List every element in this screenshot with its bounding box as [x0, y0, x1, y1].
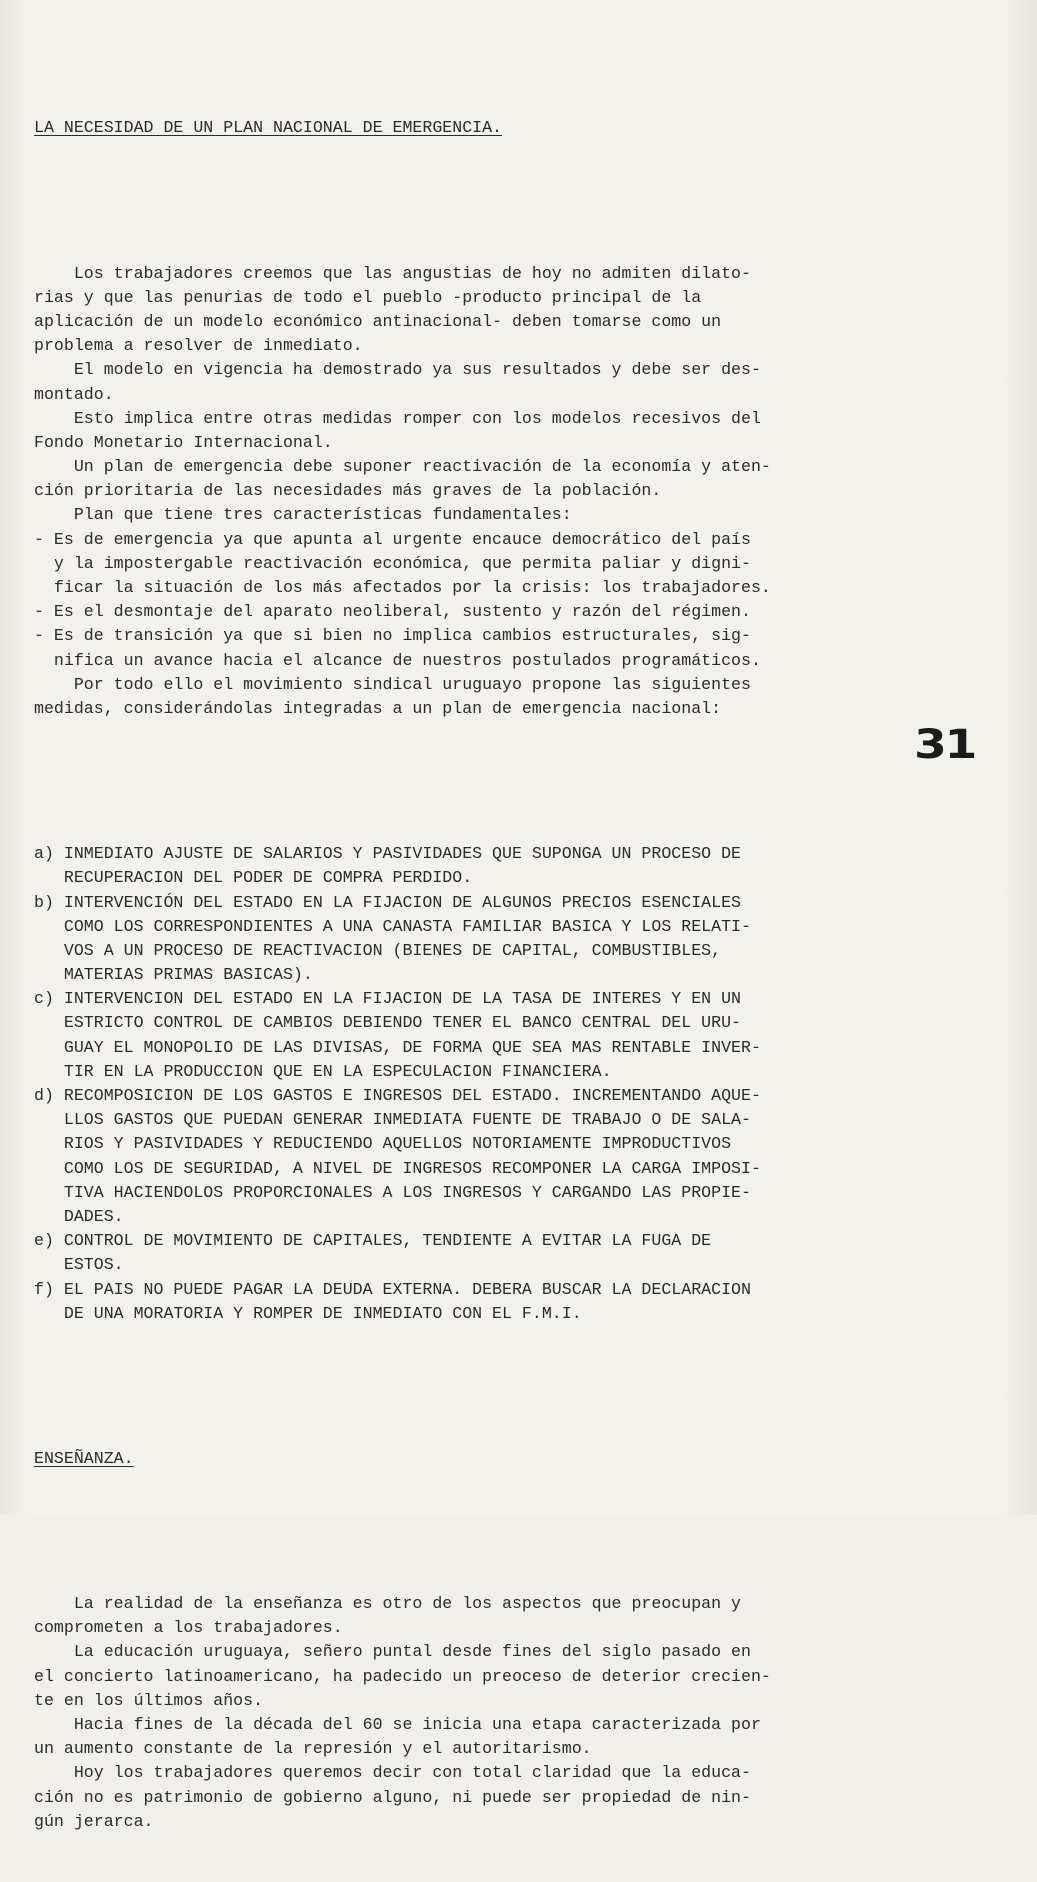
text-line: - Es de transición ya que si bien no implica cambios estructurales, sig- — [34, 626, 751, 646]
measure-line: d) RECOMPOSICION DE LOS GASTOS E INGRESOS DEL ESTADO. INCREMENTANDO AQUE- — [34, 1086, 761, 1106]
text-line: Hacia fines de la década del 60 se inicia una etapa caracterizada por — [34, 1715, 761, 1735]
text-line: comprometen a los trabajadores. — [34, 1618, 343, 1638]
measure-line: TIVA HACIENDOLOS PROPORCIONALES A LOS INGRESOS Y CARGANDO LAS PROPIE- — [34, 1182, 751, 1202]
measure-line: RIOS Y PASIVIDADES Y REDUCIENDO AQUELLOS NOTORIAMENTE IMPRODUCTIVOS — [34, 1134, 732, 1154]
section-heading-education: ENSEÑANZA. — [34, 1448, 134, 1468]
measure-line: MATERIAS PRIMAS BASICAS). — [34, 965, 313, 985]
text-line: La educación uruguaya, señero puntal desde fines del siglo pasado en — [34, 1642, 751, 1662]
document-body — [34, 68, 934, 1882]
text-line: nifica un avance hacia el alcance de nuestros postulados programáticos. — [34, 650, 761, 670]
text-line: gún jerarca. — [34, 1811, 154, 1831]
measure-line: VOS A UN PROCESO DE REACTIVACION (BIENES DE CAPITAL, COMBUSTIBLES, — [34, 940, 722, 960]
text-line: Por todo ello el movimiento sindical uruguayo propone las siguientes — [34, 674, 751, 694]
measure-line: RECUPERACION DEL PODER DE COMPRA PERDIDO. — [34, 868, 473, 888]
measure-line: DADES. — [34, 1206, 124, 1226]
text-line: Los trabajadores creemos que las angustias de hoy no admiten dilato- — [34, 263, 751, 283]
measure-line: c) INTERVENCION DEL ESTADO EN LA FIJACION DE LA TASA DE INTERES Y EN UN — [34, 989, 742, 1009]
measure-line: e) CONTROL DE MOVIMIENTO DE CAPITALES, TENDIENTE A EVITAR LA FUGA DE — [34, 1231, 712, 1251]
text-line: aplicación de un modelo económico antinacional- deben tomarse como un — [34, 311, 722, 331]
measure-line: DE UNA MORATORIA Y ROMPER DE INMEDIATO CON EL F.M.I. — [34, 1303, 582, 1323]
text-line: Fondo Monetario Internacional. — [34, 432, 333, 452]
spacer — [34, 189, 934, 213]
text-line: Un plan de emergencia debe suponer reactivación de la economía y aten- — [34, 457, 771, 477]
text-line: Plan que tiene tres características fundamentales: — [34, 505, 572, 525]
text-line: el concierto latinoamericano, ha padecido un preoceso de deterior crecien- — [34, 1666, 771, 1686]
text-line: problema a resolver de inmediato. — [34, 336, 363, 356]
section2-paragraphs — [34, 1592, 934, 1834]
spacer — [34, 770, 934, 794]
section-heading-emergency-plan: LA NECESIDAD DE UN PLAN NACIONAL DE EMERGENCIA. — [34, 118, 503, 138]
text-line: ficar la situación de los más afectados por la crisis: los trabajadores. — [34, 578, 771, 598]
measure-line: COMO LOS CORRESPONDIENTES A UNA CANASTA FAMILIAR BASICA Y LOS RELATI- — [34, 916, 751, 936]
page-number: 31 — [914, 722, 975, 768]
text-line: Esto implica entre otras medidas romper con los modelos recesivos del — [34, 408, 761, 428]
measure-line: f) EL PAIS NO PUEDE PAGAR LA DEUDA EXTERNA. DEBERA BUSCAR LA DECLARACION — [34, 1279, 751, 1299]
measures-list — [34, 842, 934, 1326]
text-line: La realidad de la enseñanza es otro de los aspectos que preocupan y — [34, 1594, 742, 1614]
spacer — [34, 1374, 934, 1398]
text-line: y la impostergable reactivación económica, que permita paliar y digni- — [34, 553, 751, 573]
section1-paragraphs — [34, 262, 934, 722]
text-line: - Es de emergencia ya que apunta al urgente encauce democrático del país — [34, 529, 751, 549]
measure-line: ESTOS. — [34, 1255, 124, 1275]
text-line: Hoy los trabajadores queremos decir con total claridad que la educa- — [34, 1763, 751, 1783]
measure-line: ESTRICTO CONTROL DE CAMBIOS DEBIENDO TENER EL BANCO CENTRAL DEL URU- — [34, 1013, 742, 1033]
measure-line: GUAY EL MONOPOLIO DE LAS DIVISAS, DE FORMA QUE SEA MAS RENTABLE INVER- — [34, 1037, 761, 1057]
text-line: montado. — [34, 384, 114, 404]
text-line: rias y que las penurias de todo el pueblo -producto principal de la — [34, 287, 702, 307]
text-line: ción prioritaria de las necesidades más graves de la población. — [34, 481, 662, 501]
text-line: - Es el desmontaje del aparato neoliberal, sustento y razón del régimen. — [34, 602, 751, 622]
spacer — [34, 1520, 934, 1544]
text-line: ción no es patrimonio de gobierno alguno, ni puede ser propiedad de nin- — [34, 1787, 751, 1807]
text-line: El modelo en vigencia ha demostrado ya sus resultados y debe ser des- — [34, 360, 761, 380]
text-line: un aumento constante de la represión y el autoritarismo. — [34, 1739, 592, 1759]
text-line: te en los últimos años. — [34, 1690, 264, 1710]
measure-line: a) INMEDIATO AJUSTE DE SALARIOS Y PASIVIDADES QUE SUPONGA UN PROCESO DE — [34, 844, 742, 864]
measure-line: COMO LOS DE SEGURIDAD, A NIVEL DE INGRESOS RECOMPONER LA CARGA IMPOSI- — [34, 1158, 761, 1178]
text-line: medidas, considerándolas integradas a un plan de emergencia nacional: — [34, 698, 722, 718]
measure-line: TIR EN LA PRODUCCION QUE EN LA ESPECULACION FINANCIERA. — [34, 1061, 612, 1081]
measure-line: LLOS GASTOS QUE PUEDAN GENERAR INMEDIATA FUENTE DE TRABAJO O DE SALA- — [34, 1110, 751, 1130]
measure-line: b) INTERVENCIÓN DEL ESTADO EN LA FIJACION DE ALGUNOS PRECIOS ESENCIALES — [34, 892, 742, 912]
